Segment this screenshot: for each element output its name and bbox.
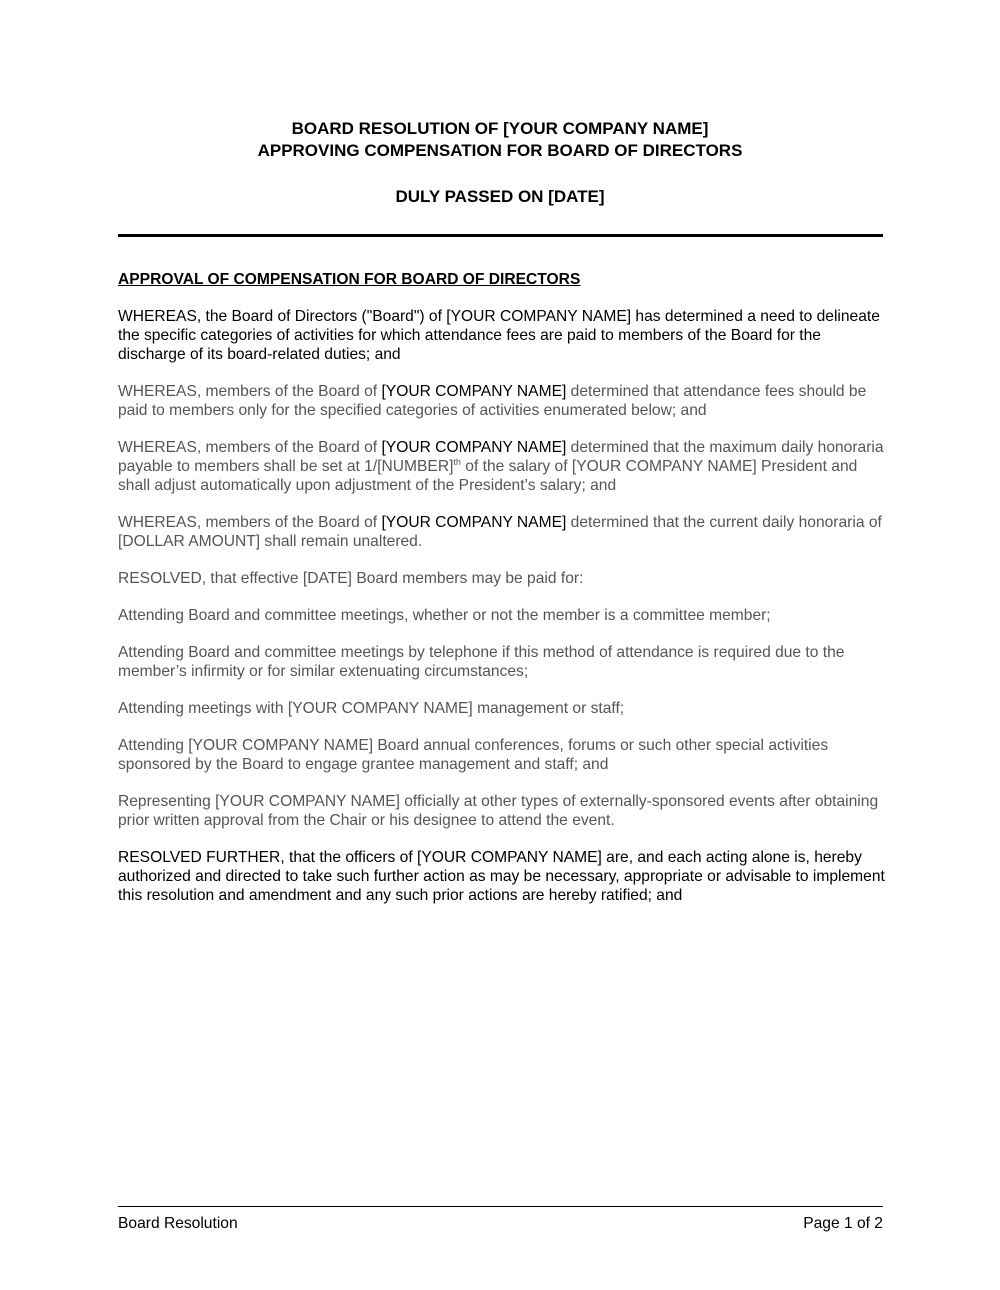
footer-document-name: Board Resolution xyxy=(118,1215,238,1232)
title-line-1: BOARD RESOLUTION OF [YOUR COMPANY NAME] xyxy=(291,119,709,138)
ordinal-superscript: th xyxy=(453,456,461,467)
paragraph-text: WHEREAS, members of the Board of xyxy=(118,439,382,456)
paragraph-resolved: RESOLVED, that effective [DATE] Board members may be paid for: xyxy=(118,570,584,587)
paragraph-whereas-4 xyxy=(118,513,888,551)
paragraph-text: determined that attendance fees should be paid to members only for the specified categories of activities enumerated below; and xyxy=(118,383,867,419)
document-body xyxy=(118,270,888,923)
footer-divider xyxy=(118,1206,883,1207)
paragraph-text: determined that the maximum daily honoraria payable to members shall be set at 1/[NUMBER] xyxy=(118,439,884,475)
paragraph-whereas-2 xyxy=(118,382,888,420)
paragraph-text: determined that the current daily honoraria of [DOLLAR AMOUNT] shall remain unaltered. xyxy=(118,514,882,550)
list-item-management-meetings: Attending meetings with [YOUR COMPANY NAME] management or staff; xyxy=(118,700,625,717)
paragraph-text: of the salary of [YOUR COMPANY NAME] President and shall adjust automatically upon adjustment of the President’s salary; and xyxy=(118,458,858,494)
title-line-2: APPROVING COMPENSATION FOR BOARD OF DIRECTORS xyxy=(257,141,743,160)
company-name-placeholder: [YOUR COMPANY NAME] xyxy=(381,383,567,400)
list-item-conferences: Attending [YOUR COMPANY NAME] Board annual conferences, forums or such other special activities sponsored by the Board to engage grantee management and staff; and xyxy=(118,737,829,773)
paragraph-text: WHEREAS, members of the Board of xyxy=(118,514,382,531)
paragraph-resolved-further: RESOLVED FURTHER, that the officers of [YOUR COMPANY NAME] are, and each acting alone is, hereby authorized and directed to take such further action as may be necessary, appropriate or advisable to implement this resolution and amendment and any such prior actions are hereby ratified; and xyxy=(118,849,885,904)
footer-page-number: Page 1 of 2 xyxy=(803,1215,883,1232)
company-name-placeholder: [YOUR COMPANY NAME] xyxy=(381,439,567,456)
header-divider xyxy=(118,234,883,237)
document-title xyxy=(0,118,1000,162)
list-item-telephone-meetings: Attending Board and committee meetings by telephone if this method of attendance is required due to the member’s infirmity or for similar extenuating circumstances; xyxy=(118,644,845,680)
passed-date-line: DULY PASSED ON [DATE] xyxy=(395,187,605,206)
paragraph-text: WHEREAS, members of the Board of xyxy=(118,383,382,400)
paragraph-whereas-3 xyxy=(118,438,888,495)
list-item-representing: Representing [YOUR COMPANY NAME] officially at other types of externally-sponsored events after obtaining prior written approval from the Chair or his designee to attend the event. xyxy=(118,793,879,829)
paragraph-whereas-1: WHEREAS, the Board of Directors ("Board") of [YOUR COMPANY NAME] has determined a need to delineate the specific categories of activities for which attendance fees are paid to members of the Board for the discharge of its board-related duties; and xyxy=(118,308,880,363)
list-item-attending-meetings: Attending Board and committee meetings, whether or not the member is a committee member; xyxy=(118,607,771,624)
company-name-placeholder: [YOUR COMPANY NAME] xyxy=(381,514,567,531)
section-heading: APPROVAL OF COMPENSATION FOR BOARD OF DIRECTORS xyxy=(118,271,581,288)
